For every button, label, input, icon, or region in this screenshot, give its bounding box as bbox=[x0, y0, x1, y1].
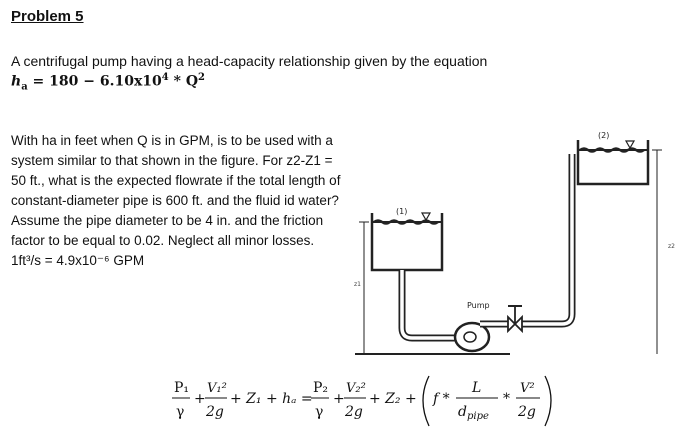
valve bbox=[508, 306, 522, 331]
eq-gamma-1: γ bbox=[176, 404, 185, 420]
problem-intro: A centrifugal pump having a head-capacity relationship given by the equation bbox=[11, 53, 488, 69]
problem-title: Problem 5 bbox=[11, 8, 84, 25]
eq-v1sq: V₁² bbox=[207, 381, 227, 396]
eq-left-paren bbox=[423, 376, 429, 426]
eq-plus-2: + bbox=[333, 391, 345, 407]
z2-label: z2 bbox=[668, 243, 675, 250]
eq-p2: P₂ bbox=[313, 380, 329, 396]
discharge-pipe bbox=[480, 154, 572, 324]
energy-equation bbox=[172, 372, 572, 434]
eq-2g-2: 2g bbox=[345, 404, 363, 420]
eq-p1: P₁ bbox=[174, 380, 190, 396]
eq-d: d bbox=[458, 404, 467, 420]
water-level-triangle-2 bbox=[626, 141, 634, 148]
eq-gamma-2: γ bbox=[315, 404, 324, 420]
eq-L: L bbox=[472, 380, 482, 396]
head-capacity-equation bbox=[11, 72, 205, 92]
tank-2-label: (2) bbox=[598, 131, 610, 140]
eq-z2-term: + Z₂ + bbox=[369, 391, 417, 407]
eq-v2sq: V₂² bbox=[346, 381, 366, 396]
eq-vsq: V² bbox=[520, 381, 535, 396]
eq-star: * bbox=[503, 391, 510, 407]
equation-q-exponent: 2 bbox=[198, 72, 205, 83]
pump-label: Pump bbox=[467, 301, 490, 310]
eq-pipe-subscript: pipe bbox=[466, 411, 489, 422]
equation-exponent: 4 bbox=[161, 72, 169, 83]
tank-1 bbox=[372, 213, 442, 270]
problem-body bbox=[11, 131, 341, 271]
eq-z1-term: + Z₁ + hₐ = bbox=[230, 391, 313, 407]
equation-rhs: = 180 − 6.10x10 bbox=[27, 73, 162, 90]
eq-dpipe bbox=[458, 404, 489, 422]
eq-2g-3: 2g bbox=[518, 404, 536, 420]
equation-h: h bbox=[11, 73, 22, 90]
tank-2 bbox=[578, 140, 648, 184]
eq-right-paren bbox=[545, 376, 551, 426]
equation-q-term: * Q bbox=[168, 73, 199, 90]
tank-1-label: (1) bbox=[396, 207, 408, 216]
eq-f-term: f * bbox=[433, 391, 450, 407]
problem-paragraph-2: Assume the pipe diameter to be 4 in. and the friction factor to be equal to 0.02. Neglect all minor losses. 1ft³/s = 4.9x10⁻⁶ GPM bbox=[11, 213, 324, 268]
z1-label: z1 bbox=[354, 281, 361, 288]
suction-pipe bbox=[402, 270, 458, 338]
pump-system-figure bbox=[350, 128, 700, 360]
eq-2g-1: 2g bbox=[206, 404, 224, 420]
eq-plus-1: + bbox=[194, 391, 206, 407]
problem-paragraph-1: With ha in feet when Q is in GPM, is to be used with a system similar to that shown in the figure. For z2-Z1 = 50 ft., what is the expected flowrate if the total length of constant-diameter pipe is 600 ft. and the fluid id water? bbox=[11, 133, 341, 208]
water-level-triangle-1 bbox=[422, 213, 430, 220]
equation-h-subscript: a bbox=[21, 81, 28, 93]
